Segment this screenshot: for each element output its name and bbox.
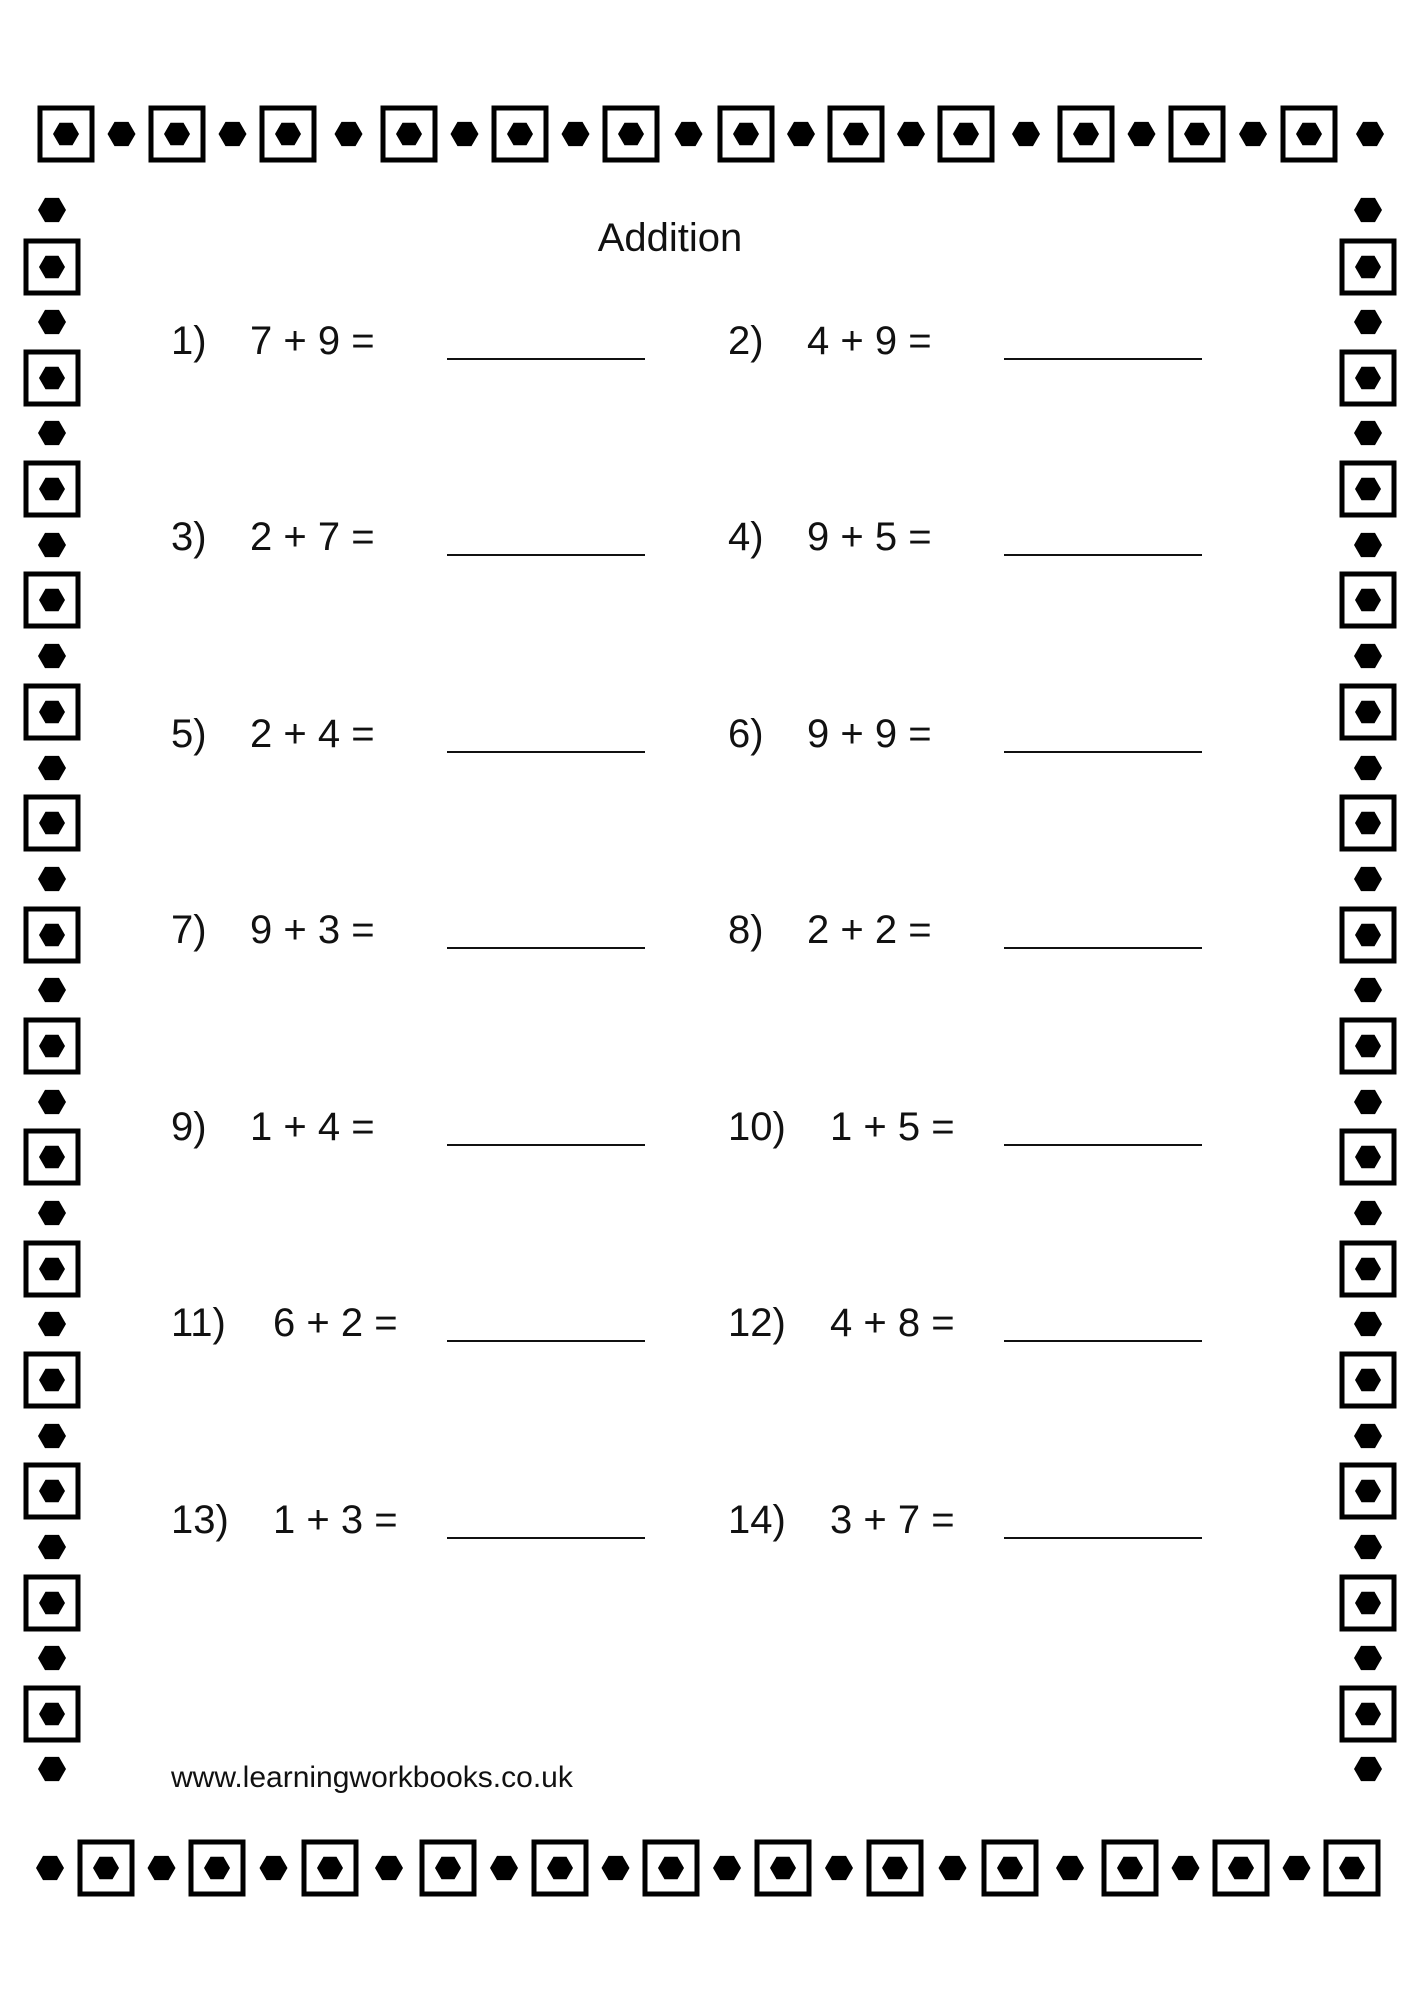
hexagon-icon: [219, 122, 247, 146]
answer-blank[interactable]: [1004, 358, 1202, 360]
hexagon-icon: [451, 122, 479, 146]
framed-hexagon-icon: [191, 1842, 243, 1894]
framed-hexagon-icon: [1342, 463, 1394, 515]
problem-expression: 3 + 7 =: [830, 1498, 955, 1542]
framed-hexagon-icon: [1342, 1688, 1394, 1740]
framed-hexagon-icon: [605, 108, 657, 160]
hexagon-icon: [148, 1856, 176, 1880]
framed-hexagon-icon: [26, 1243, 78, 1295]
problem-expression: 6 + 2 =: [273, 1301, 398, 1345]
hexagon-icon: [1012, 122, 1040, 146]
answer-blank[interactable]: [447, 554, 645, 556]
framed-hexagon-icon: [534, 1842, 586, 1894]
framed-hexagon-icon: [1342, 909, 1394, 961]
framed-hexagon-icon: [26, 1354, 78, 1406]
framed-hexagon-icon: [26, 1688, 78, 1740]
framed-hexagon-icon: [1342, 1243, 1394, 1295]
hexagon-icon: [1354, 1201, 1382, 1225]
hexagon-icon: [1354, 310, 1382, 334]
answer-blank[interactable]: [1004, 1340, 1202, 1342]
hexagon-icon: [38, 867, 66, 891]
problem-number: 7): [171, 908, 207, 952]
framed-hexagon-icon: [1342, 686, 1394, 738]
problem-number: 4): [728, 515, 764, 559]
framed-hexagon-icon: [1104, 1842, 1156, 1894]
hexagon-icon: [1128, 122, 1156, 146]
problem-number: 12): [728, 1301, 786, 1345]
problem-expression: 1 + 3 =: [273, 1498, 398, 1542]
framed-hexagon-icon: [757, 1842, 809, 1894]
framed-hexagon-icon: [1342, 1131, 1394, 1183]
hexagon-icon: [1354, 867, 1382, 891]
framed-hexagon-icon: [383, 108, 435, 160]
problem-expression: 4 + 9 =: [807, 319, 932, 363]
framed-hexagon-icon: [304, 1842, 356, 1894]
answer-blank[interactable]: [1004, 751, 1202, 753]
problem-number: 14): [728, 1498, 786, 1542]
framed-hexagon-icon: [1342, 1354, 1394, 1406]
problem-number: 8): [728, 908, 764, 952]
hexagon-icon: [675, 122, 703, 146]
framed-hexagon-icon: [1342, 1465, 1394, 1517]
framed-hexagon-icon: [26, 352, 78, 404]
framed-hexagon-icon: [422, 1842, 474, 1894]
problem-expression: 2 + 7 =: [250, 515, 375, 559]
hexagon-icon: [38, 1090, 66, 1114]
problem-expression: 4 + 8 =: [830, 1301, 955, 1345]
problem-expression: 9 + 5 =: [807, 515, 932, 559]
hexagon-icon: [1283, 1856, 1311, 1880]
answer-blank[interactable]: [1004, 947, 1202, 949]
problem-expression: 7 + 9 =: [250, 319, 375, 363]
answer-blank[interactable]: [447, 358, 645, 360]
hexagon-icon: [1354, 421, 1382, 445]
hexagon-icon: [602, 1856, 630, 1880]
hexagon-icon: [713, 1856, 741, 1880]
framed-hexagon-icon: [645, 1842, 697, 1894]
hexagon-icon: [1354, 198, 1382, 222]
framed-hexagon-icon: [1342, 574, 1394, 626]
answer-blank[interactable]: [447, 751, 645, 753]
answer-blank[interactable]: [447, 1537, 645, 1539]
hexagon-icon: [38, 310, 66, 334]
answer-blank[interactable]: [1004, 554, 1202, 556]
framed-hexagon-icon: [1342, 352, 1394, 404]
framed-hexagon-icon: [830, 108, 882, 160]
hexagon-icon: [897, 122, 925, 146]
problem-expression: 1 + 4 =: [250, 1105, 375, 1149]
problem-number: 2): [728, 319, 764, 363]
hexagon-icon: [36, 1856, 64, 1880]
hexagon-icon: [38, 1424, 66, 1448]
hexagon-icon: [1354, 1424, 1382, 1448]
hexagon-icon: [1354, 533, 1382, 557]
hexagon-icon: [1354, 1757, 1382, 1781]
hexagon-icon: [260, 1856, 288, 1880]
framed-hexagon-icon: [26, 686, 78, 738]
problem-number: 10): [728, 1105, 786, 1149]
hexagon-icon: [1354, 756, 1382, 780]
answer-blank[interactable]: [1004, 1144, 1202, 1146]
framed-hexagon-icon: [262, 108, 314, 160]
problem-number: 5): [171, 712, 207, 756]
problem-number: 3): [171, 515, 207, 559]
framed-hexagon-icon: [26, 1020, 78, 1072]
hexagon-icon: [1354, 1646, 1382, 1670]
hexagon-icon: [375, 1856, 403, 1880]
hexagon-icon: [38, 1535, 66, 1559]
problem-expression: 2 + 4 =: [250, 712, 375, 756]
hexagon-icon: [1354, 978, 1382, 1002]
framed-hexagon-icon: [940, 108, 992, 160]
framed-hexagon-icon: [1342, 241, 1394, 293]
framed-hexagon-icon: [1283, 108, 1335, 160]
hexagon-icon: [1354, 1535, 1382, 1559]
hexagon-icon: [939, 1856, 967, 1880]
framed-hexagon-icon: [1326, 1842, 1378, 1894]
hexagon-icon: [38, 1312, 66, 1336]
hexagon-icon: [38, 421, 66, 445]
framed-hexagon-icon: [1060, 108, 1112, 160]
hexagon-icon: [1354, 1312, 1382, 1336]
hexagon-icon: [38, 644, 66, 668]
problem-expression: 9 + 9 =: [807, 712, 932, 756]
hexagon-icon: [1356, 122, 1384, 146]
framed-hexagon-icon: [151, 108, 203, 160]
framed-hexagon-icon: [26, 909, 78, 961]
framed-hexagon-icon: [26, 574, 78, 626]
hexagon-icon: [38, 978, 66, 1002]
answer-blank[interactable]: [1004, 1537, 1202, 1539]
hexagon-icon: [562, 122, 590, 146]
hexagon-icon: [38, 756, 66, 780]
framed-hexagon-icon: [720, 108, 772, 160]
problem-number: 13): [171, 1498, 229, 1542]
problem-number: 6): [728, 712, 764, 756]
hexagon-icon: [1354, 644, 1382, 668]
framed-hexagon-icon: [26, 1131, 78, 1183]
problem-number: 11): [171, 1301, 226, 1345]
framed-hexagon-icon: [26, 463, 78, 515]
hexagon-icon: [335, 122, 363, 146]
problem-expression: 2 + 2 =: [807, 908, 932, 952]
hexagon-icon: [1354, 1090, 1382, 1114]
framed-hexagon-icon: [1342, 797, 1394, 849]
hexagon-icon: [825, 1856, 853, 1880]
framed-hexagon-icon: [40, 108, 92, 160]
problem-expression: 9 + 3 =: [250, 908, 375, 952]
footer-website: www.learningworkbooks.co.uk: [171, 1761, 573, 1794]
framed-hexagon-icon: [1342, 1020, 1394, 1072]
framed-hexagon-icon: [26, 1465, 78, 1517]
framed-hexagon-icon: [1171, 108, 1223, 160]
hexagon-icon: [1172, 1856, 1200, 1880]
problem-expression: 1 + 5 =: [830, 1105, 955, 1149]
framed-hexagon-icon: [80, 1842, 132, 1894]
framed-hexagon-icon: [869, 1842, 921, 1894]
problem-number: 1): [171, 319, 207, 363]
framed-hexagon-icon: [494, 108, 546, 160]
hexagon-icon: [38, 533, 66, 557]
hexagon-icon: [787, 122, 815, 146]
worksheet-title: Addition: [597, 216, 743, 260]
answer-blank[interactable]: [447, 1144, 645, 1146]
hexagon-icon: [1239, 122, 1267, 146]
hexagon-icon: [38, 1757, 66, 1781]
framed-hexagon-icon: [26, 797, 78, 849]
hexagon-icon: [38, 1646, 66, 1670]
hexagon-icon: [1056, 1856, 1084, 1880]
framed-hexagon-icon: [984, 1842, 1036, 1894]
hexagon-icon: [490, 1856, 518, 1880]
answer-blank[interactable]: [447, 947, 645, 949]
hexagon-icon: [38, 1201, 66, 1225]
framed-hexagon-icon: [1342, 1577, 1394, 1629]
framed-hexagon-icon: [26, 1577, 78, 1629]
problem-number: 9): [171, 1105, 207, 1149]
framed-hexagon-icon: [1215, 1842, 1267, 1894]
hexagon-icon: [108, 122, 136, 146]
answer-blank[interactable]: [447, 1340, 645, 1342]
